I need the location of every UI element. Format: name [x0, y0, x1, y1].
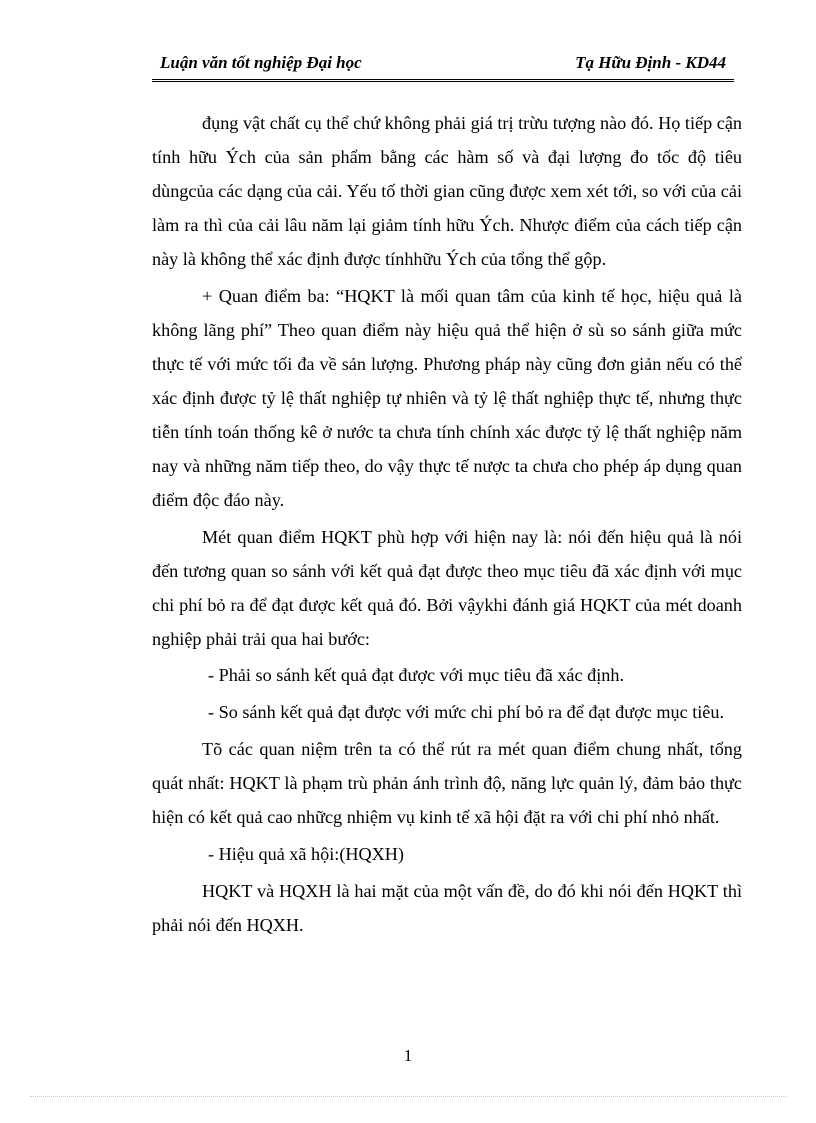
header-author: Tạ Hữu Định - KD44	[575, 53, 726, 72]
section-heading-hqxh: - Hiệu quả xã hội:(HQXH)	[208, 843, 404, 864]
header-thesis-title: Luận văn tốt nghiệp Đại học	[160, 53, 362, 72]
footer-divider	[30, 1096, 786, 1097]
bullet-item-2: - So sánh kết quả đạt được với mức chi phí bỏ ra để đạt được mục tiêu.	[208, 702, 725, 723]
paragraph-1: đụng vật chất cụ thể chứ không phải giá trị trừu tượng nào đó. Họ tiếp cận tính hữu Ých của sản phẩm bằng các hàm số và đại lượng đo tốc độ tiêu dùngcủa các dạng của cải. Yếu tố thời gian cũng được xem xét tới, so với của cải làm ra thì của cải lâu năm lại giảm tính hữu Ých. Nhược điểm của cách tiếp cận này là không thể xác định được tínhhữu Ých của tổng thể gộp.	[152, 113, 742, 269]
paragraph-4: Tõ các quan niệm trên ta có thể rút ra mét quan điểm chung nhất, tổng quát nhất: HQKT là phạm trù phản ánh trình độ, năng lực quản lý, đảm bảo thực hiện có kết quả cao nhữcg nhiệm vụ kinh tế xã hội đặt ra với chi phí nhỏ nhất.	[152, 738, 742, 827]
paragraph-5: HQKT và HQXH là hai mặt của một vấn đề, do đó khi nói đến HQKT thì phải nói đến HQXH.	[152, 880, 742, 935]
bullet-item-1: - Phải so sánh kết quả đạt được với mục tiêu đã xác định.	[208, 665, 624, 686]
paragraph-3: Mét quan điểm HQKT phù hợp với hiện nay là: nói đến hiệu quả là nói đến tương quan so sánh với kết quả đạt được theo mục tiêu đã xác định với mục chi phí bỏ ra để đạt được kết quả đó. Bởi vậykhi đánh giá HQKT của mét doanh nghiệp phải trải qua hai bước:	[152, 526, 742, 649]
page-number: 1	[403, 1046, 413, 1065]
document-body	[152, 106, 742, 944]
paragraph-2: + Quan điểm ba: “HQKT là mối quan tâm của kinh tế học, hiệu quả là không lãng phí” Theo quan điểm này hiệu quả thể hiện ở sù so sánh giữa mức thực tế với mức tối đa về sản lượng. Phương pháp này cũng đơn giản nếu có thể xác định được tỷ lệ thất nghiệp tự nhiên và tỷ lệ thất nghiệp thực tế, nhưng thực tiễn tính toán thống kê ở nước ta chưa tính chính xác được tỷ lệ thất nghiệp năm nay và những năm tiếp theo, do vậy thực tế nược ta chưa cho phép áp dụng quan điểm độc đáo này.	[152, 285, 742, 510]
page-header	[152, 51, 734, 82]
